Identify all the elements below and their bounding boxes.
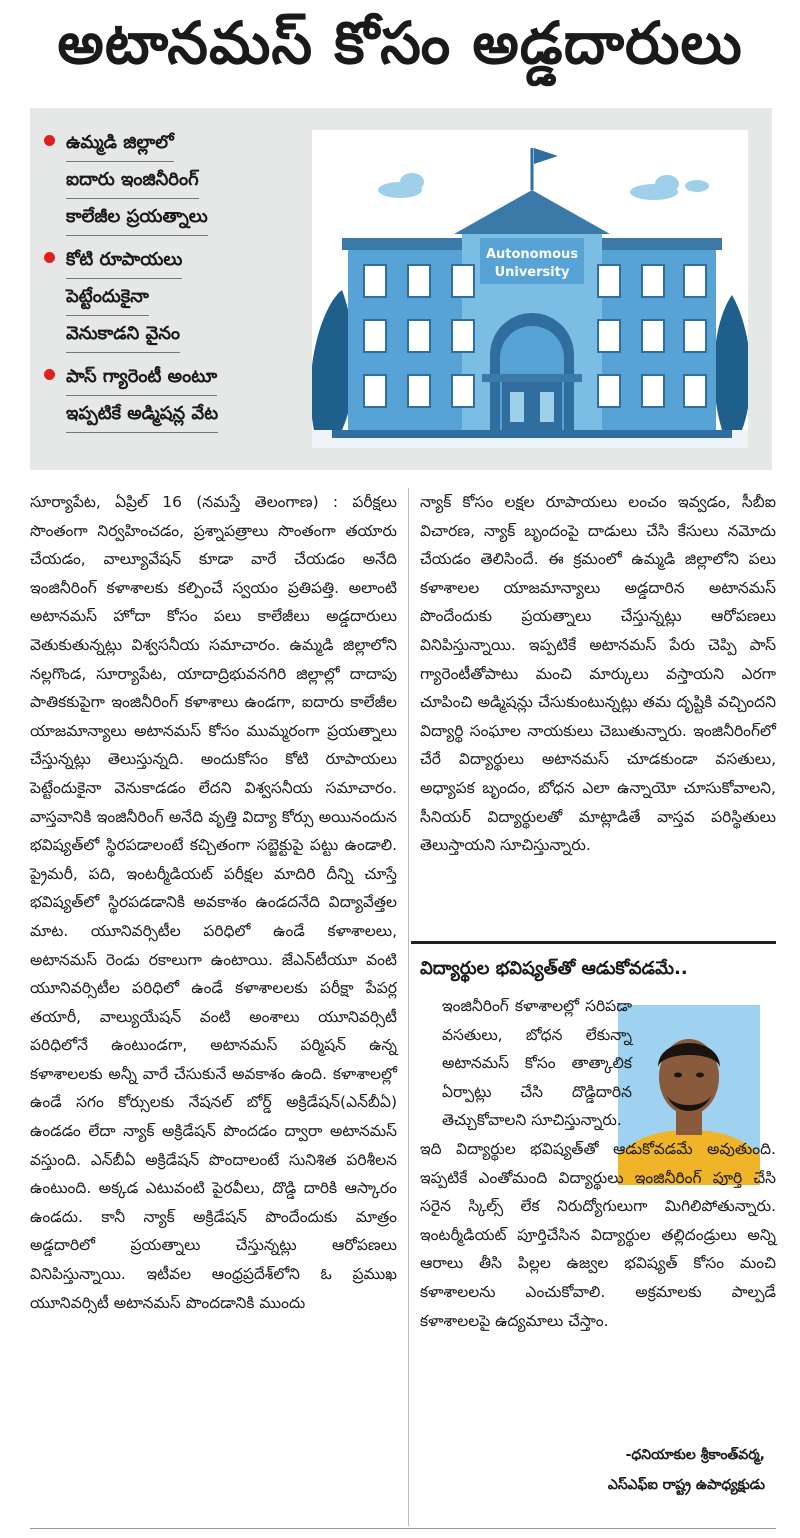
highlight-line: ఉమ్మడి జిల్లాలో — [66, 125, 174, 162]
article-column-2: న్యాక్ కోసం లక్షల రూపాయలు లంచం ఇవ్వడం, సీబీఐ విచారణ, న్యాక్ బృందంపై దాడులు చేసి కేసులు నమోదు చేయడం తెలిసిందే. ఈ క్రమంలో ఉమ్మడి జిల్లాలోని పలు కళాశాలల యాజమాన్యాలు అడ్డదారిన అటానమస్ పొందేందుకు ప్రయత్నాలు చేస్తున్నట్లు ఆరోపణలు వినిపిస్తున్నాయి. ఇప్పటికే అటానమస్ పేరు చెప్పి పాస్ గ్యారెంటీతోపాటు మంచి మార్కులు వస్తాయని ఎరగా చూపించి అడ్మిషన్లు చేసుకుంటున్నట్లు తమ దృష్టికి వచ్చిందని విద్యార్థి సంఘాల నాయకులు చెబుతున్నారు. ఇంజినీరింగ్‌లో చేరే విద్యార్థులు అటానమస్ చూడకుండా వసతులు, అధ్యాపక బృందం, బోధన ఎలా ఉన్నాయో చూసుకోవాలని, సీనియర్ విద్యార్థులతో మాట్లాడితే వాస్తవ పరిస్థితులు తెలుస్తాయని సూచిస్తున్నారు. — [420, 493, 776, 855]
sign-line-1: Autonomous — [485, 247, 579, 262]
highlight-line: ఐదారు ఇంజినీరింగ్ — [66, 162, 199, 199]
signature — [420, 1440, 765, 1500]
highlight-line: పాస్ గ్యారెంటీ అంటూ — [66, 359, 217, 396]
highlight-line: కోటి రూపాయలు — [66, 242, 182, 279]
highlight-line: వెనుకాడని వైనం — [66, 316, 180, 353]
highlight-item — [42, 125, 310, 236]
highlight-item — [42, 359, 310, 433]
bullet-dot — [44, 252, 55, 263]
signature-role: ఎస్‌ఎఫ్‌ఐ రాష్ట్ర ఉపాధ్యక్షుడు — [607, 1477, 765, 1493]
bottom-rule — [30, 1528, 776, 1529]
sign-line-2: University — [494, 265, 570, 280]
bullet-dot — [44, 135, 55, 146]
column-divider — [408, 488, 409, 1526]
sidebar-top-rule — [411, 941, 776, 944]
article-column-1: సూర్యాపేట, ఏప్రిల్ 16 (నమస్తే తెలంగాణ) : పరీక్షలు సొంతంగా నిర్వహించడం, ప్రశ్నాపత్రాలు సొంతంగా తయారు చేయడం, వాల్యూవేషన్ కూడా వారే చేయడం అనేది ఇంజినీరింగ్ కళాశాలకు కల్పించే స్వయం ప్రతిపత్తి. అలాంటి అటానమస్ హోదా కోసం పలు కాలేజీలు అడ్డదారులు వెతుకుతున్నట్లు విశ్వసనీయ సమాచారం. ఉమ్మడి జిల్లాలోని నల్లగొండ, సూర్యాపేట, యాదాద్రిభువనగిరి జిల్లాల్లో దాదాపు పాతికకుపైగా ఇంజినీరింగ్ కళాశాలు ఉండగా, ఐదారు కాలేజీల యాజమాన్యాలు అటానమస్ కోసం ముమ్మరంగా ప్రయత్నాలు చేస్తున్నట్లు తెలుస్తున్నది. అందుకోసం కోటి రూపాయలు పెట్టేందుకైనా వెనుకాడడం లేదని విశ్వసనీయ సమాచారం. వాస్తవానికి ఇంజినీరింగ్ అనేది వృత్తి విద్యా కోర్సు అయినందున భవిష్యత్‌లో స్థిరపడాలంటే కచ్చితంగా సబ్జెక్టుపై పట్టు ఉండాలి. ప్రైమరీ, పది, ఇంటర్మీడియట్ పరీక్షల మాదిరి దీన్ని చూస్తే భవిష్యత్‌లో స్థిరపడడానికి అవకాశం ఉండదనేది విద్యావేత్తల మాట. యూనివర్సిటీల పరిధిలో ఉండే కళాశాలలు, అటానమస్ రెండు రకాలుగా ఉంటాయి. జేఎన్‌టీయూ వంటి యూనివర్సిటీల పరిధిలో ఉండే కళాశాలలకు పరీక్షా పేపర్ల తయారీ, వాల్యుయేషన్ వంటి అంశాలు యూనివర్సిటీ పరిధిలోనే ఉంటుండగా, అటానమస్ పర్మిషన్ ఉన్న కళాశాలలకు అన్నీ వారే చేసుకునే అవకాశం ఉంది. కళాశాలల్లో ఉండే సగం కోర్సులకు నేషనల్ బోర్డ్ అక్రిడేషన్(ఎన్‌బీఏ) ఉండడం లేదా న్యాక్ అక్రిడేషన్ పొందడం ద్వారా అటానమస్ వస్తుంది. ఎన్‌బీఏ అక్రిడేషన్ పొందాలంటే సునిశిత పరిశీలన ఉంటుంది. అక్కడ ఎటువంటి పైరవీలు, దొడ్డి దారికి ఆస్కారం ఉండదు. కానీ న్యాక్ అక్రిడేషన్ పొందేందుకు మాత్రం అడ్డదారిలో ప్రయత్నాలు చేస్తున్నట్లు ఆరోపణలు వినిపిస్తున్నాయి. ఇటీవల ఆంధ్రప్రదేశ్‌లోని ఓ ప్రముఖ యూనివర్సిటీ అటానమస్ పొందడానికి ముందు — [30, 493, 397, 1312]
highlight-line: ఇప్పటికే అడ్మిషన్ల వేట — [66, 396, 218, 433]
highlight-item — [42, 242, 310, 353]
highlights-list — [42, 125, 310, 439]
highlight-line: కాలేజీల ప్రయత్నాలు — [66, 199, 208, 236]
sidebar-title: విద్యార్థుల భవిష్యత్‌తో ఆడుకోవడమే.. — [420, 958, 688, 979]
sidebar-text-narrow: ఇంజినీరింగ్ కళాశాలల్లో సరిపడా వసతులు, బోధన లేకున్నా అటానమస్ కోసం తాత్కాలిక ఏర్పాట్లు చేసి దొడ్డిదారిన తెచ్చుకోవాలని సూచిస్తున్నారు. — [442, 997, 632, 1130]
headline: అటానమస్ కోసం అడ్డదారులు — [57, 8, 743, 77]
bullet-dot — [44, 369, 55, 380]
sidebar-text-wide: ఇది విద్యార్థుల భవిష్యత్‌తో ఆడుకోవడమే అవుతుంది. ఇప్పటికే ఎంతోమంది విద్యార్థులు ఇంజినీరింగ్ పూర్తి చేసి సరైన స్కిల్స్ లేక నిరుద్యోగులుగా మిగిలిపోతున్నారు. ఇంటర్మీడియట్ పూర్తిచేసిన విద్యార్థుల తల్లిదండ్రులు అన్ని ఆరాలు తీసి పిల్లల ఉజ్వల భవిష్యత్ కోసం మంచి కళాశాలలను ఎంచుకోవాలి. అక్రమాలకు పాల్పడే కళాశాలలపై ఉద్యమాలు చేస్తాం. — [420, 1139, 776, 1330]
highlight-line: పెట్టేందుకైనా — [66, 279, 149, 316]
sidebar-text — [420, 992, 776, 1335]
university-illustration — [312, 130, 748, 448]
signature-name: -ధనియాకుల శ్రీకాంత్‌వర్మ, — [625, 1447, 765, 1463]
